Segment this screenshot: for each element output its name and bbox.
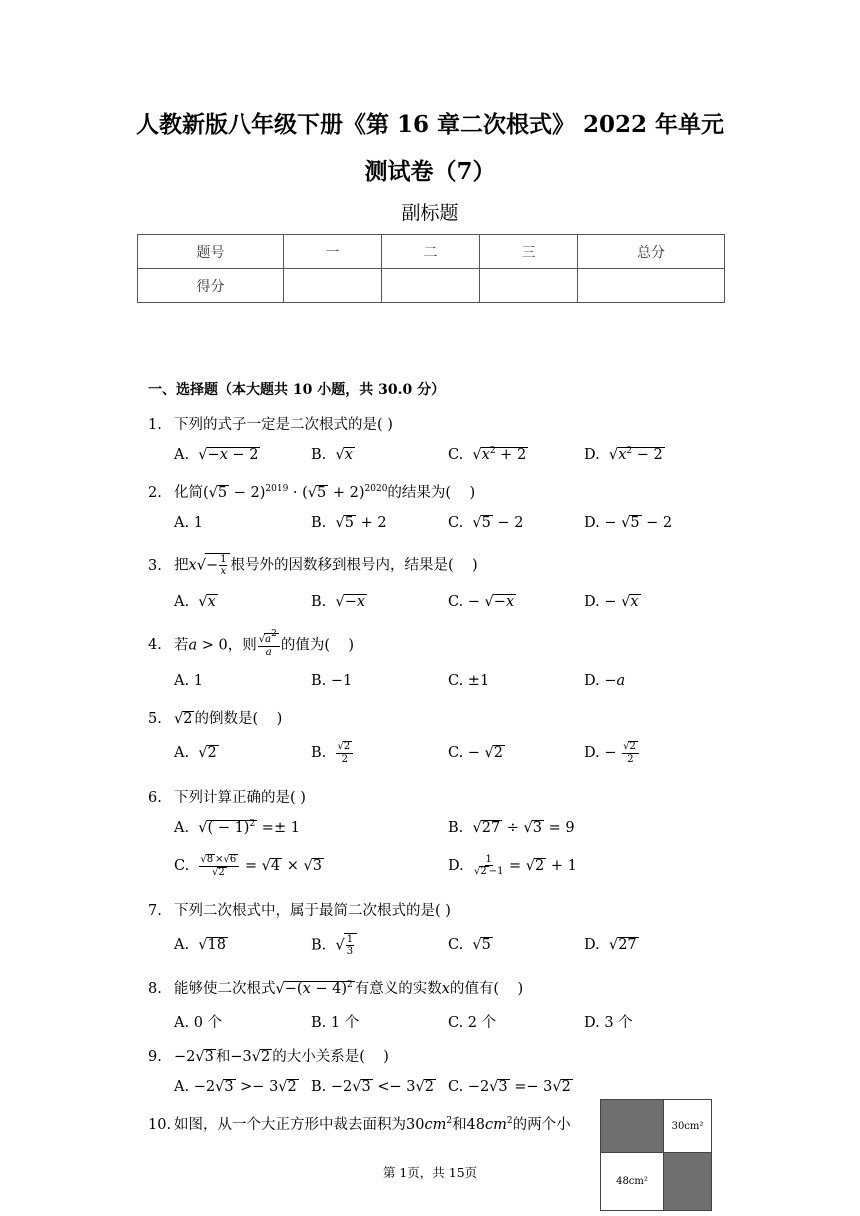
score-header-cell: 二 (382, 235, 480, 269)
option-7c[interactable]: C. √5 (448, 937, 491, 953)
figure-cut-region (663, 1152, 712, 1211)
squares-figure (600, 1099, 712, 1211)
option-7b[interactable]: B. √ $\frac{1}{3}$ (311, 933, 357, 957)
question-9: 9. −2√3 和−3√2 的大小关系是( ) (148, 1049, 389, 1065)
option-8d[interactable]: D. 3 个 (584, 1015, 633, 1031)
option-9b[interactable]: B. −2√3 <− 3√2 (311, 1079, 434, 1095)
question-number: 3. (148, 557, 162, 574)
option-5c[interactable]: C. − √2 (448, 745, 504, 761)
question-number: 6. (148, 790, 162, 806)
option-1b[interactable]: B. √x (311, 447, 353, 463)
score-header-cell: 题号 (138, 235, 284, 269)
score-header-cell: 总分 (578, 235, 725, 269)
option-4c[interactable]: C. ±1 (448, 673, 490, 689)
question-number: 5. (148, 711, 162, 727)
question-stem: 下列计算正确的是( ) (174, 790, 306, 806)
question-2: 2. 化简$(√5 - 2)^{2019} \cdot (√5 + 2)^{2020}$的结果为( ) (148, 484, 476, 501)
figure-large-square: 48cm² (600, 1152, 664, 1211)
option-2b[interactable]: B. √5 + 2 (311, 515, 387, 531)
question-number: 7. (148, 903, 162, 919)
score-header-cell: 一 (284, 235, 382, 269)
question-number: 1. (148, 417, 162, 433)
score-table (137, 234, 725, 303)
option-5a[interactable]: A. √2 (174, 745, 217, 761)
option-3a[interactable]: A. √x (174, 594, 216, 610)
doc-subtitle: 副标题 (401, 202, 459, 224)
question-7 (148, 899, 451, 920)
question-number: 2. (148, 485, 162, 501)
question-10: 10. 如图，从一个大正方形中裁去面积为$30cm^2$和$48cm^2$的两个小 (148, 1116, 571, 1133)
option-6a[interactable]: A. √( − 1)$^2$ =± 1 (174, 819, 300, 836)
doc-title-line2: 测试卷（7） (364, 158, 496, 185)
question-stem: 下列的式子一定是二次根式的是( ) (174, 417, 393, 433)
score-input-cell[interactable] (578, 269, 725, 303)
score-row-label: 得分 (138, 269, 284, 303)
question-stem: 下列二次根式中，属于最简二次根式的是( ) (174, 903, 451, 919)
option-3c[interactable]: C. − √−x (448, 594, 515, 610)
option-9c[interactable]: C. −2√3 =− 3√2 (448, 1079, 571, 1095)
option-1c[interactable]: C. $√x^2 + 2$ (448, 446, 527, 463)
option-9a[interactable]: A. −2√3 >− 3√2 (174, 1079, 297, 1095)
question-1 (148, 413, 393, 434)
option-4d[interactable]: D. −a (584, 673, 626, 689)
option-7a[interactable]: A. √18 (174, 937, 226, 953)
question-number: 10. (148, 1117, 172, 1133)
option-8a[interactable]: A. 0 个 (174, 1015, 223, 1031)
option-2c[interactable]: C. √5 − 2 (448, 515, 524, 531)
figure-small-square: 30cm² (663, 1099, 712, 1153)
score-header-cell: 三 (480, 235, 578, 269)
option-5d[interactable]: D. − $\frac{√2}{2}$ (584, 741, 640, 765)
score-input-cell[interactable] (382, 269, 480, 303)
page-footer: 第 1页，共 15页 (382, 1165, 478, 1180)
option-6b[interactable]: B. √27 ÷ √3 = 9 (448, 820, 575, 836)
option-3d[interactable]: D. − √x (584, 594, 639, 610)
question-number: 9. (148, 1049, 162, 1065)
question-6 (148, 786, 306, 807)
score-input-cell[interactable] (480, 269, 578, 303)
option-4b[interactable]: B. −1 (311, 673, 353, 689)
question-5: 5. √2 的倒数是( ) (148, 711, 283, 727)
question-8: 8. 能够使二次根式$√-(x - 4)^2$ 有意义的实数x的值有( ) (148, 980, 524, 997)
option-1a[interactable]: A. √−x − 2 (174, 447, 259, 463)
option-8c[interactable]: C. 2 个 (448, 1015, 497, 1031)
option-4a[interactable]: A. 1 (174, 673, 203, 689)
option-1d[interactable]: D. $√x^2 - 2$ (584, 446, 663, 463)
option-7d[interactable]: D. √27 (584, 937, 637, 953)
option-6c[interactable]: C. $\frac{√8 \times√6}{√2}$ = √4 × √3 (174, 854, 322, 878)
option-2a[interactable]: A. 1 (174, 515, 203, 531)
question-3: 3. 把x√− $\frac{1}{x}$ 根号外的因数移到根号内，结果是( ) (148, 554, 478, 577)
option-5b[interactable]: B. $\frac{√2}{2}$ (311, 741, 354, 765)
question-4: 4. 若a > 0，则 $\frac{√a^2}{a}$ 的值为( ) (148, 629, 355, 658)
question-number: 8. (148, 981, 162, 997)
option-2d[interactable]: D. − √5 − 2 (584, 515, 673, 531)
score-table-score-row (138, 269, 725, 303)
option-3b[interactable]: B. √−x (311, 594, 366, 610)
figure-cut-region (600, 1099, 664, 1153)
doc-title-line1: 人教新版八年级下册《第 16 章二次根式》 2022 年单元 (135, 111, 725, 138)
question-number: 4. (148, 637, 162, 654)
option-6d[interactable]: D. $\frac{1}{√2 -1}$ = √2 + 1 (448, 854, 577, 877)
option-8b[interactable]: B. 1 个 (311, 1015, 360, 1031)
score-input-cell[interactable] (284, 269, 382, 303)
section-heading: 一、选择题（本大题共 10 小题，共 30.0 分） (148, 382, 446, 398)
score-table-header-row (138, 235, 725, 269)
